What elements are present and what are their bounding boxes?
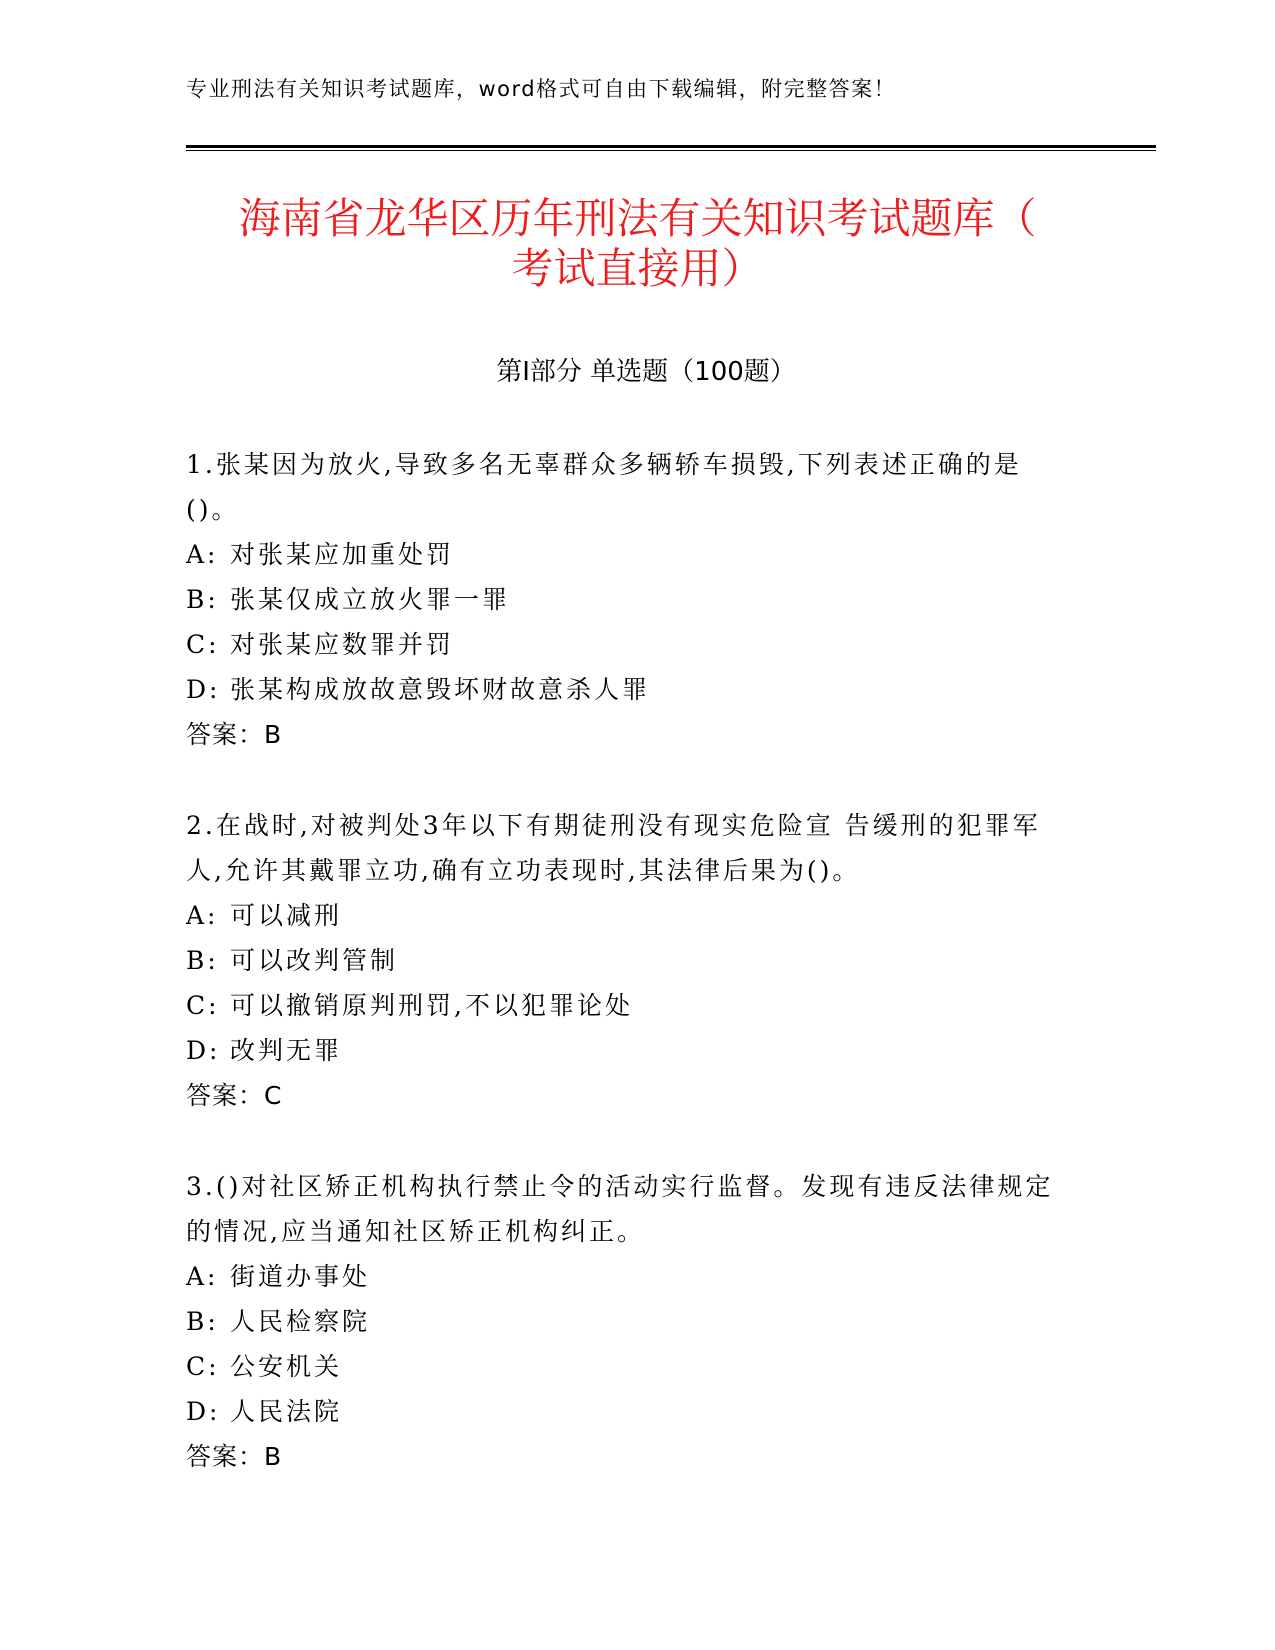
option-d — [186, 1389, 1066, 1434]
header-rule-thick — [186, 145, 1156, 148]
option-text: 对张某应数罪并罚 — [230, 630, 455, 659]
option-text: 可以撤销原判刑罚,不以犯罪论处 — [230, 991, 633, 1020]
option-d — [186, 1028, 1066, 1073]
option-a — [186, 893, 1066, 938]
option-letter: A: — [186, 1262, 219, 1291]
option-c — [186, 1344, 1066, 1389]
answer-line: 答案：B — [186, 720, 283, 749]
option-d — [186, 667, 1066, 712]
option-text: 街道办事处 — [230, 1262, 371, 1291]
answer-line: 答案：B — [186, 1442, 283, 1471]
question-3 — [186, 1164, 1066, 1479]
option-text: 张某仅成立放火罪一罪 — [230, 585, 511, 614]
option-b — [186, 577, 1066, 622]
option-letter: C: — [186, 1352, 220, 1381]
question-stem: 3.()对社区矫正机构执行禁止令的活动实行监督。发现有违反法律规定的情况,应当通知社区矫正机构纠正。 — [186, 1172, 1054, 1246]
option-b — [186, 1299, 1066, 1344]
option-text: 张某构成放故意毁坏财故意杀人罪 — [230, 675, 651, 704]
option-a — [186, 532, 1066, 577]
document-title-line-1: 海南省龙华区历年刑法有关知识考试题库（ — [238, 194, 1037, 243]
document-title — [160, 194, 1115, 294]
option-text: 可以改判管制 — [230, 946, 399, 975]
option-letter: D: — [186, 1397, 221, 1426]
question-list — [186, 442, 1066, 1525]
option-c — [186, 983, 1066, 1028]
header-rule-thin — [186, 150, 1156, 151]
option-letter: A: — [186, 901, 219, 930]
option-letter: B: — [186, 1307, 219, 1336]
option-a — [186, 1254, 1066, 1299]
option-b — [186, 938, 1066, 983]
option-c — [186, 622, 1066, 667]
option-letter: C: — [186, 630, 220, 659]
option-letter: D: — [186, 1036, 221, 1065]
option-text: 对张某应加重处罚 — [230, 540, 455, 569]
option-letter: C: — [186, 991, 220, 1020]
document-title-line-2: 考试直接用） — [511, 244, 764, 293]
option-text: 人民法院 — [230, 1397, 343, 1426]
option-text: 人民检察院 — [230, 1307, 371, 1336]
question-2 — [186, 803, 1066, 1118]
option-text: 改判无罪 — [230, 1036, 343, 1065]
option-letter: B: — [186, 946, 219, 975]
option-letter: B: — [186, 585, 219, 614]
option-text: 可以减刑 — [230, 901, 343, 930]
option-letter: D: — [186, 675, 221, 704]
section-title: 第Ⅰ部分 单选题（100题） — [496, 357, 796, 387]
question-stem: 2.在战时,对被判处3年以下有期徒刑没有现实危险宣 告缓刑的犯罪军人,允许其戴罪立功,确有立功表现时,其法律后果为()。 — [186, 811, 1041, 885]
option-letter: A: — [186, 540, 219, 569]
header-note: 专业刑法有关知识考试题库，word格式可自由下载编辑，附完整答案！ — [186, 77, 897, 101]
answer-line: 答案：C — [186, 1081, 283, 1110]
question-stem: 1.张某因为放火,导致多名无辜群众多辆轿车损毁,下列表述正确的是()。 — [186, 450, 1022, 524]
option-text: 公安机关 — [230, 1352, 343, 1381]
question-1 — [186, 442, 1066, 757]
